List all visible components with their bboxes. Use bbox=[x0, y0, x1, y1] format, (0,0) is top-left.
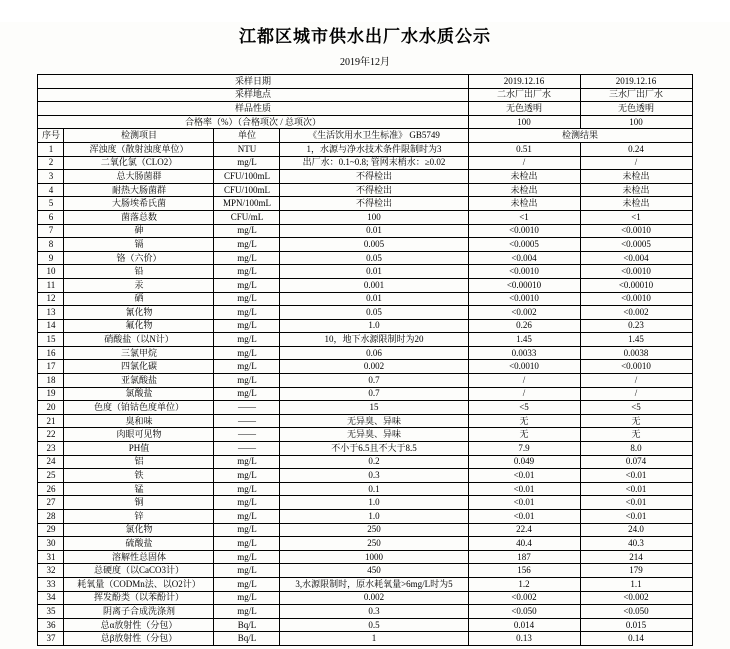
cell-result-plant2: 0.0033 bbox=[468, 346, 580, 360]
cell-result-plant2: / bbox=[468, 156, 580, 170]
cell-result-plant3: 无 bbox=[580, 428, 692, 442]
cell-result-plant2: <5 bbox=[468, 401, 580, 415]
cell-result-plant3: 24.0 bbox=[580, 523, 692, 537]
cell-item: 硒 bbox=[64, 292, 214, 306]
cell-unit: mg/L bbox=[214, 550, 280, 564]
cell-index: 24 bbox=[38, 455, 64, 469]
table-row bbox=[38, 346, 692, 360]
table-row bbox=[38, 537, 692, 551]
table-row-sampling-date bbox=[38, 75, 692, 89]
table-row bbox=[38, 632, 692, 646]
value-sample-property-plant2: 无色透明 bbox=[468, 102, 580, 116]
cell-result-plant2: 156 bbox=[468, 564, 580, 578]
cell-standard: 无异臭、异味 bbox=[280, 414, 468, 428]
cell-standard: 不得检出 bbox=[280, 183, 468, 197]
cell-result-plant3: <0.01 bbox=[580, 469, 692, 483]
cell-index: 13 bbox=[38, 306, 64, 320]
cell-result-plant3: <1 bbox=[580, 210, 692, 224]
cell-unit: Bq/L bbox=[214, 618, 280, 632]
table-row bbox=[38, 428, 692, 442]
cell-item: 总α放射性（分包） bbox=[64, 618, 214, 632]
page-subtitle: 2019年12月 bbox=[340, 57, 390, 68]
cell-unit: mg/L bbox=[214, 469, 280, 483]
cell-index: 6 bbox=[38, 210, 64, 224]
cell-result-plant3: 1.1 bbox=[580, 577, 692, 591]
cell-result-plant3: 未检出 bbox=[580, 197, 692, 211]
cell-result-plant2: 无 bbox=[468, 414, 580, 428]
water-quality-table bbox=[37, 74, 692, 646]
column-header-unit: 单位 bbox=[214, 129, 280, 143]
cell-standard: 0.5 bbox=[280, 618, 468, 632]
column-header-index: 序号 bbox=[38, 129, 64, 143]
value-sampling-location-plant2: 二水厂出厂水 bbox=[468, 88, 580, 102]
cell-item: 氟化物 bbox=[64, 319, 214, 333]
table-row bbox=[38, 333, 692, 347]
cell-result-plant3: 8.0 bbox=[580, 442, 692, 456]
column-header-standard: 《生活饮用水卫生标准》 GB5749 bbox=[280, 129, 468, 143]
cell-result-plant2: 0.51 bbox=[468, 142, 580, 156]
cell-standard: 0.01 bbox=[280, 292, 468, 306]
cell-unit: mg/L bbox=[214, 251, 280, 265]
cell-unit: mg/L bbox=[214, 564, 280, 578]
cell-result-plant2: <0.01 bbox=[468, 510, 580, 524]
table-row bbox=[38, 306, 692, 320]
cell-result-plant3: 1.45 bbox=[580, 333, 692, 347]
cell-result-plant3: 未检出 bbox=[580, 183, 692, 197]
cell-unit: mg/L bbox=[214, 387, 280, 401]
table-row bbox=[38, 564, 692, 578]
table-row bbox=[38, 455, 692, 469]
cell-result-plant2: 0.13 bbox=[468, 632, 580, 646]
cell-item: 肉眼可见物 bbox=[64, 428, 214, 442]
cell-result-plant2: <0.0010 bbox=[468, 360, 580, 374]
cell-standard: 10，地下水源限制时为20 bbox=[280, 333, 468, 347]
cell-unit: mg/L bbox=[214, 605, 280, 619]
cell-result-plant2: <0.00010 bbox=[468, 278, 580, 292]
table-row bbox=[38, 197, 692, 211]
cell-result-plant3: 0.14 bbox=[580, 632, 692, 646]
table-row bbox=[38, 170, 692, 184]
cell-item: 耗氧量（CODMn法、以O2计） bbox=[64, 577, 214, 591]
cell-standard: 0.002 bbox=[280, 591, 468, 605]
cell-item: 三氯甲烷 bbox=[64, 346, 214, 360]
cell-result-plant3: / bbox=[580, 374, 692, 388]
cell-result-plant2: 未检出 bbox=[468, 170, 580, 184]
cell-standard: 出厂水：0.1~0.8; 管网末梢水：≥0.02 bbox=[280, 156, 468, 170]
cell-standard: 1.0 bbox=[280, 319, 468, 333]
cell-unit: CFU/100mL bbox=[214, 183, 280, 197]
cell-unit: mg/L bbox=[214, 156, 280, 170]
cell-standard: 不小于6.5且不大于8.5 bbox=[280, 442, 468, 456]
cell-item: 溶解性总固体 bbox=[64, 550, 214, 564]
cell-item: 镉 bbox=[64, 238, 214, 252]
water-quality-report-page bbox=[0, 22, 730, 649]
cell-result-plant2: <0.0005 bbox=[468, 238, 580, 252]
cell-unit: Bq/L bbox=[214, 632, 280, 646]
cell-result-plant2: <0.01 bbox=[468, 469, 580, 483]
cell-standard: 1 bbox=[280, 632, 468, 646]
row-label-sampling-location: 采样地点 bbox=[38, 88, 468, 102]
cell-standard: 250 bbox=[280, 523, 468, 537]
cell-index: 11 bbox=[38, 278, 64, 292]
cell-result-plant3: <0.01 bbox=[580, 496, 692, 510]
cell-item: 氯化物 bbox=[64, 523, 214, 537]
cell-item: 锰 bbox=[64, 482, 214, 496]
cell-result-plant3: <0.0010 bbox=[580, 224, 692, 238]
cell-index: 2 bbox=[38, 156, 64, 170]
cell-index: 23 bbox=[38, 442, 64, 456]
table-row bbox=[38, 224, 692, 238]
table-row bbox=[38, 265, 692, 279]
cell-unit: mg/L bbox=[214, 591, 280, 605]
cell-result-plant3: <0.01 bbox=[580, 482, 692, 496]
cell-result-plant2: <0.050 bbox=[468, 605, 580, 619]
value-pass-rate-plant2: 100 bbox=[468, 115, 580, 129]
row-label-sampling-date: 采样日期 bbox=[38, 75, 468, 89]
cell-index: 35 bbox=[38, 605, 64, 619]
cell-result-plant3: 0.015 bbox=[580, 618, 692, 632]
cell-result-plant3: 214 bbox=[580, 550, 692, 564]
cell-standard: 250 bbox=[280, 537, 468, 551]
table-row bbox=[38, 292, 692, 306]
table-row bbox=[38, 156, 692, 170]
cell-standard: 100 bbox=[280, 210, 468, 224]
cell-item: 色度（铂钴色度单位） bbox=[64, 401, 214, 415]
cell-unit: mg/L bbox=[214, 224, 280, 238]
cell-unit: mg/L bbox=[214, 346, 280, 360]
cell-result-plant3: <0.0010 bbox=[580, 265, 692, 279]
table-row-sampling-location bbox=[38, 88, 692, 102]
table-row bbox=[38, 496, 692, 510]
cell-index: 17 bbox=[38, 360, 64, 374]
cell-standard: 0.2 bbox=[280, 455, 468, 469]
cell-unit: mg/L bbox=[214, 265, 280, 279]
cell-standard: 不得检出 bbox=[280, 170, 468, 184]
cell-standard: 0.01 bbox=[280, 265, 468, 279]
cell-result-plant3: <0.002 bbox=[580, 591, 692, 605]
cell-standard: 0.3 bbox=[280, 469, 468, 483]
cell-standard: 0.05 bbox=[280, 251, 468, 265]
cell-index: 22 bbox=[38, 428, 64, 442]
cell-standard: 不得检出 bbox=[280, 197, 468, 211]
cell-unit: mg/L bbox=[214, 360, 280, 374]
cell-standard: 0.05 bbox=[280, 306, 468, 320]
cell-unit: mg/L bbox=[214, 482, 280, 496]
cell-index: 34 bbox=[38, 591, 64, 605]
table-row bbox=[38, 251, 692, 265]
cell-index: 26 bbox=[38, 482, 64, 496]
cell-item: 硝酸盐（以N计） bbox=[64, 333, 214, 347]
cell-standard: 15 bbox=[280, 401, 468, 415]
cell-unit: CFU/mL bbox=[214, 210, 280, 224]
cell-item: 铝 bbox=[64, 455, 214, 469]
cell-result-plant2: <0.002 bbox=[468, 591, 580, 605]
cell-result-plant2: 7.9 bbox=[468, 442, 580, 456]
cell-result-plant3: <0.0005 bbox=[580, 238, 692, 252]
cell-unit: —— bbox=[214, 428, 280, 442]
cell-unit: NTU bbox=[214, 142, 280, 156]
column-header-item: 检测项目 bbox=[64, 129, 214, 143]
cell-result-plant3: / bbox=[580, 156, 692, 170]
cell-unit: mg/L bbox=[214, 292, 280, 306]
cell-item: 四氯化碳 bbox=[64, 360, 214, 374]
row-label-pass-rate: 合格率（%）（合格项次 / 总项次） bbox=[38, 115, 468, 129]
cell-result-plant3: 179 bbox=[580, 564, 692, 578]
cell-index: 37 bbox=[38, 632, 64, 646]
value-sampling-location-plant3: 三水厂出厂水 bbox=[580, 88, 692, 102]
cell-item: 总大肠菌群 bbox=[64, 170, 214, 184]
cell-result-plant3: <0.004 bbox=[580, 251, 692, 265]
cell-result-plant2: <0.0010 bbox=[468, 224, 580, 238]
cell-result-plant2: 0.049 bbox=[468, 455, 580, 469]
cell-result-plant2: <0.0010 bbox=[468, 292, 580, 306]
cell-index: 5 bbox=[38, 197, 64, 211]
cell-unit: mg/L bbox=[214, 455, 280, 469]
cell-index: 12 bbox=[38, 292, 64, 306]
cell-item: 锌 bbox=[64, 510, 214, 524]
table-row bbox=[38, 401, 692, 415]
cell-result-plant3: 0.0038 bbox=[580, 346, 692, 360]
cell-index: 1 bbox=[38, 142, 64, 156]
cell-unit: mg/L bbox=[214, 238, 280, 252]
cell-unit: mg/L bbox=[214, 319, 280, 333]
cell-index: 15 bbox=[38, 333, 64, 347]
table-row bbox=[38, 210, 692, 224]
table-row bbox=[38, 591, 692, 605]
cell-item: 硫酸盐 bbox=[64, 537, 214, 551]
cell-index: 30 bbox=[38, 537, 64, 551]
cell-unit: mg/L bbox=[214, 537, 280, 551]
cell-unit: mg/L bbox=[214, 306, 280, 320]
cell-result-plant3: 0.074 bbox=[580, 455, 692, 469]
table-row bbox=[38, 482, 692, 496]
cell-item: 氰化物 bbox=[64, 306, 214, 320]
cell-item: 二氧化氯（CLO2） bbox=[64, 156, 214, 170]
cell-result-plant2: <0.01 bbox=[468, 496, 580, 510]
cell-item: 大肠埃希氏菌 bbox=[64, 197, 214, 211]
cell-item: 氯酸盐 bbox=[64, 387, 214, 401]
cell-result-plant3: 0.23 bbox=[580, 319, 692, 333]
cell-item: 亚氯酸盐 bbox=[64, 374, 214, 388]
cell-standard: 0.3 bbox=[280, 605, 468, 619]
table-row bbox=[38, 618, 692, 632]
cell-result-plant2: / bbox=[468, 374, 580, 388]
table-row bbox=[38, 387, 692, 401]
cell-item: 臭和味 bbox=[64, 414, 214, 428]
cell-standard: 3,水源限制时，原水耗氧量>6mg/L时为5 bbox=[280, 577, 468, 591]
cell-index: 4 bbox=[38, 183, 64, 197]
table-row-sample-property bbox=[38, 102, 692, 116]
cell-index: 25 bbox=[38, 469, 64, 483]
cell-index: 9 bbox=[38, 251, 64, 265]
cell-standard: 1000 bbox=[280, 550, 468, 564]
cell-result-plant3: 40.3 bbox=[580, 537, 692, 551]
cell-standard: 0.7 bbox=[280, 374, 468, 388]
cell-result-plant2: 0.014 bbox=[468, 618, 580, 632]
cell-unit: —— bbox=[214, 414, 280, 428]
cell-index: 33 bbox=[38, 577, 64, 591]
cell-standard: 0.01 bbox=[280, 224, 468, 238]
cell-result-plant3: <5 bbox=[580, 401, 692, 415]
cell-unit: MPN/100mL bbox=[214, 197, 280, 211]
cell-index: 31 bbox=[38, 550, 64, 564]
cell-index: 28 bbox=[38, 510, 64, 524]
cell-item: PH值 bbox=[64, 442, 214, 456]
cell-item: 耐热大肠菌群 bbox=[64, 183, 214, 197]
table-row bbox=[38, 238, 692, 252]
cell-item: 浑浊度（散射浊度单位） bbox=[64, 142, 214, 156]
cell-result-plant2: <1 bbox=[468, 210, 580, 224]
cell-result-plant2: 40.4 bbox=[468, 537, 580, 551]
cell-unit: mg/L bbox=[214, 278, 280, 292]
cell-item: 总硬度（以CaCO3计） bbox=[64, 564, 214, 578]
cell-result-plant2: <0.004 bbox=[468, 251, 580, 265]
cell-unit: mg/L bbox=[214, 510, 280, 524]
cell-index: 19 bbox=[38, 387, 64, 401]
cell-standard: 无异臭、异味 bbox=[280, 428, 468, 442]
table-row bbox=[38, 442, 692, 456]
cell-item: 铅 bbox=[64, 265, 214, 279]
cell-unit: mg/L bbox=[214, 374, 280, 388]
cell-standard: 0.002 bbox=[280, 360, 468, 374]
cell-index: 21 bbox=[38, 414, 64, 428]
value-sampling-date-plant3: 2019.12.16 bbox=[580, 75, 692, 89]
cell-result-plant3: / bbox=[580, 387, 692, 401]
table-row bbox=[38, 183, 692, 197]
cell-item: 阴离子合成洗涤剂 bbox=[64, 605, 214, 619]
cell-unit: mg/L bbox=[214, 577, 280, 591]
table-row bbox=[38, 523, 692, 537]
cell-index: 7 bbox=[38, 224, 64, 238]
cell-item: 汞 bbox=[64, 278, 214, 292]
cell-unit: mg/L bbox=[214, 523, 280, 537]
table-row bbox=[38, 374, 692, 388]
cell-result-plant2: <0.0010 bbox=[468, 265, 580, 279]
table-row bbox=[38, 469, 692, 483]
cell-result-plant3: <0.00010 bbox=[580, 278, 692, 292]
table-row bbox=[38, 414, 692, 428]
table-row bbox=[38, 360, 692, 374]
cell-result-plant3: 未检出 bbox=[580, 170, 692, 184]
cell-result-plant3: <0.0010 bbox=[580, 360, 692, 374]
cell-standard: 450 bbox=[280, 564, 468, 578]
cell-index: 10 bbox=[38, 265, 64, 279]
table-row bbox=[38, 142, 692, 156]
cell-result-plant2: 0.26 bbox=[468, 319, 580, 333]
cell-item: 总β放射性（分包） bbox=[64, 632, 214, 646]
cell-result-plant3: <0.050 bbox=[580, 605, 692, 619]
cell-result-plant3: 无 bbox=[580, 414, 692, 428]
cell-item: 铬（六价） bbox=[64, 251, 214, 265]
cell-index: 14 bbox=[38, 319, 64, 333]
cell-result-plant2: 未检出 bbox=[468, 197, 580, 211]
cell-result-plant3: 0.24 bbox=[580, 142, 692, 156]
table-row bbox=[38, 510, 692, 524]
cell-result-plant3: <0.002 bbox=[580, 306, 692, 320]
cell-item: 铁 bbox=[64, 469, 214, 483]
table-column-header-row bbox=[38, 129, 692, 143]
cell-standard: 0.06 bbox=[280, 346, 468, 360]
cell-result-plant2: 无 bbox=[468, 428, 580, 442]
cell-result-plant2: 未检出 bbox=[468, 183, 580, 197]
cell-result-plant2: / bbox=[468, 387, 580, 401]
value-pass-rate-plant3: 100 bbox=[580, 115, 692, 129]
row-label-sample-property: 样品性质 bbox=[38, 102, 468, 116]
cell-unit: —— bbox=[214, 442, 280, 456]
cell-item: 挥发酚类（以苯酚计） bbox=[64, 591, 214, 605]
cell-index: 8 bbox=[38, 238, 64, 252]
cell-item: 铜 bbox=[64, 496, 214, 510]
cell-index: 27 bbox=[38, 496, 64, 510]
cell-result-plant2: 1.2 bbox=[468, 577, 580, 591]
cell-item: 砷 bbox=[64, 224, 214, 238]
value-sampling-date-plant2: 2019.12.16 bbox=[468, 75, 580, 89]
cell-unit: mg/L bbox=[214, 333, 280, 347]
cell-result-plant3: <0.01 bbox=[580, 510, 692, 524]
column-header-result: 检测结果 bbox=[468, 129, 692, 143]
cell-unit: —— bbox=[214, 401, 280, 415]
cell-unit: CFU/100mL bbox=[214, 170, 280, 184]
cell-standard: 1.0 bbox=[280, 510, 468, 524]
table-row-pass-rate bbox=[38, 115, 692, 129]
table-row bbox=[38, 278, 692, 292]
table-row bbox=[38, 319, 692, 333]
cell-index: 20 bbox=[38, 401, 64, 415]
page-title: 江都区城市供水出厂水水质公示 bbox=[239, 27, 491, 46]
cell-result-plant2: 187 bbox=[468, 550, 580, 564]
cell-standard: 0.001 bbox=[280, 278, 468, 292]
cell-result-plant2: <0.01 bbox=[468, 482, 580, 496]
cell-result-plant2: <0.002 bbox=[468, 306, 580, 320]
table-row bbox=[38, 577, 692, 591]
cell-index: 18 bbox=[38, 374, 64, 388]
cell-unit: mg/L bbox=[214, 496, 280, 510]
cell-result-plant3: <0.0010 bbox=[580, 292, 692, 306]
cell-index: 3 bbox=[38, 170, 64, 184]
cell-standard: 0.7 bbox=[280, 387, 468, 401]
cell-item: 菌落总数 bbox=[64, 210, 214, 224]
cell-index: 16 bbox=[38, 346, 64, 360]
table-body bbox=[38, 75, 692, 646]
cell-result-plant2: 1.45 bbox=[468, 333, 580, 347]
cell-index: 32 bbox=[38, 564, 64, 578]
cell-standard: 0.005 bbox=[280, 238, 468, 252]
table-row bbox=[38, 605, 692, 619]
cell-standard: 1.0 bbox=[280, 496, 468, 510]
cell-result-plant2: 22.4 bbox=[468, 523, 580, 537]
cell-index: 36 bbox=[38, 618, 64, 632]
cell-index: 29 bbox=[38, 523, 64, 537]
value-sample-property-plant3: 无色透明 bbox=[580, 102, 692, 116]
cell-standard: 0.1 bbox=[280, 482, 468, 496]
cell-standard: 1，水源与净水技术条件限制时为3 bbox=[280, 142, 468, 156]
table-row bbox=[38, 550, 692, 564]
